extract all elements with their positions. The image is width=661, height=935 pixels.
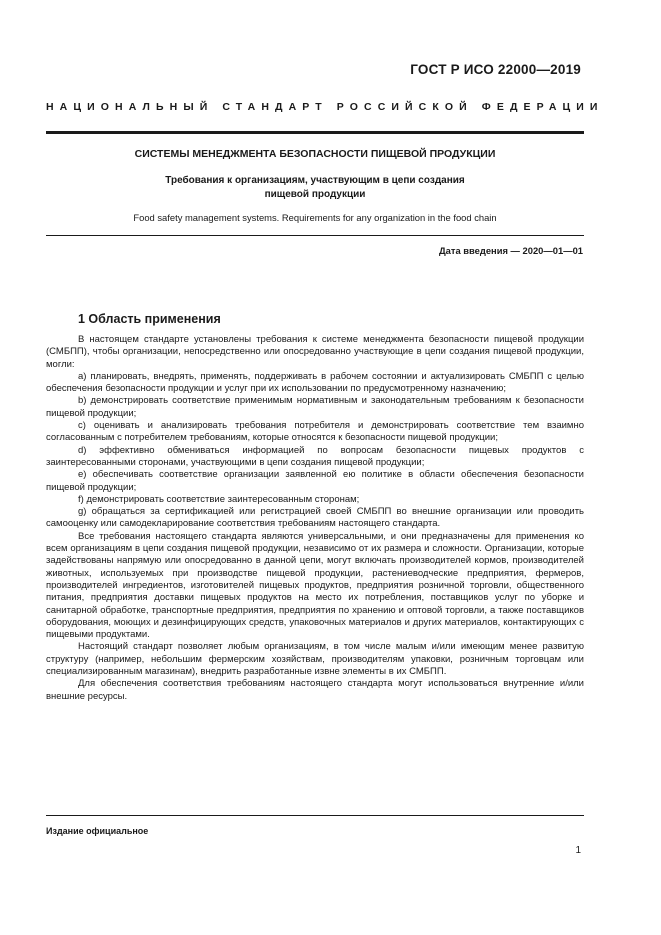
paragraph: d) эффективно обмениваться информацией по вопросам безопасности пищевых продуктов с заинтересованными сторонами, участвующими в цепи создания пищевой продукции; <box>46 444 584 468</box>
header-divider <box>46 131 584 134</box>
official-edition-label: Издание официальное <box>46 826 149 836</box>
footer-divider <box>46 815 584 816</box>
section-body <box>46 334 584 703</box>
national-standard-banner: НАЦИОНАЛЬНЫЙ СТАНДАРТ РОССИЙСКОЙ ФЕДЕРАЦИИ <box>46 101 604 113</box>
paragraph: Настоящий стандарт позволяет любым организациям, в том числе малым и/или имеющим менее развитую структуру (например, небольшим фермерским хозяйствам, производителям упаковки, розничным торговцам или специализированным магазинам), внедрить разработанные извне элементы в их СМБПП. <box>46 641 584 678</box>
paragraph: Все требования настоящего стандарта являются универсальными, и они предназначены для применения ко всем организациям в цепи создания пищевой продукции, независимо от их размера и сложности. Организации, которые задействованы напрямую или опосредованно в данной цепи, могут включать производителей кормов, производителей животных, используемых при производстве пищевой продукции, растениеводческие предприятия, фермеров, производителей ингредиентов, изготовителей пищевых продуктов, предприятия розничной торговли, общественного питания, предприятия доставки пищевых продуктов на место их потребления, поставщиков услуг по уборке и санитарной обработке, транспортные предприятия, предприятия по хранению и оптовой торговли, а также поставщиков оборудования, моющих и дезинфицирующих средств, упаковочных материалов и других материалов, контактирующих с пищевыми продуктами. <box>46 530 584 641</box>
paragraph: f) демонстрировать соответствие заинтересованным сторонам; <box>78 493 360 505</box>
document-subtitle <box>46 174 584 202</box>
introduction-date: Дата введения — 2020—01—01 <box>438 245 583 256</box>
paragraph: Для обеспечения соответствия требованиям настоящего стандарта могут использоваться внутренние и/или внешние ресурсы. <box>46 678 584 702</box>
subtitle-line: Требования к организациям, участвующим в цепи создания <box>165 175 465 186</box>
paragraph: c) оценивать и анализировать требования потребителя и демонстрировать соответствие тем взаимно согласованным с потребителем требованиям, которые относятся к безопасности пищевой продукции; <box>46 420 584 444</box>
page-number: 1 <box>575 845 581 856</box>
subtitle-line: пищевой продукции <box>264 189 366 200</box>
section-heading: 1 Область применения <box>78 312 221 326</box>
paragraph: a) планировать, внедрять, применять, поддерживать в рабочем состоянии и актуализировать СМБПП с целью обеспечения безопасности продукции и услуг при их использовании по предусмотренному назначению; <box>46 370 584 395</box>
english-title: Food safety management systems. Requirements for any organization in the food chain <box>133 212 497 223</box>
paragraph: b) демонстрировать соответствие применимым нормативным и законодательным требованиям к безопасности пищевой продукции; <box>46 395 584 419</box>
paragraph: g) обращаться за сертификацией или регистрацией своей СМБПП во внешние организации или проводить самооценку или самодекларирование соответствия требованиям настоящего стандарта. <box>46 506 584 530</box>
paragraph: e) обеспечивать соответствие организации заявленной ею политике в области обеспечения безопасности пищевой продукции; <box>46 469 584 493</box>
document-title: СИСТЕМЫ МЕНЕДЖМЕНТА БЕЗОПАСНОСТИ ПИЩЕВОЙ ПРОДУКЦИИ <box>134 148 496 160</box>
title-divider <box>46 235 584 236</box>
paragraph: В настоящем стандарте установлены требования к системе менеджмента безопасности пищевой продукции (СМБПП), чтобы организации, непосредственно или опосредованно участвующие в цепи создания пищевой продукции, могли: <box>46 334 584 370</box>
standard-number: ГОСТ Р ИСО 22000—2019 <box>410 62 581 77</box>
